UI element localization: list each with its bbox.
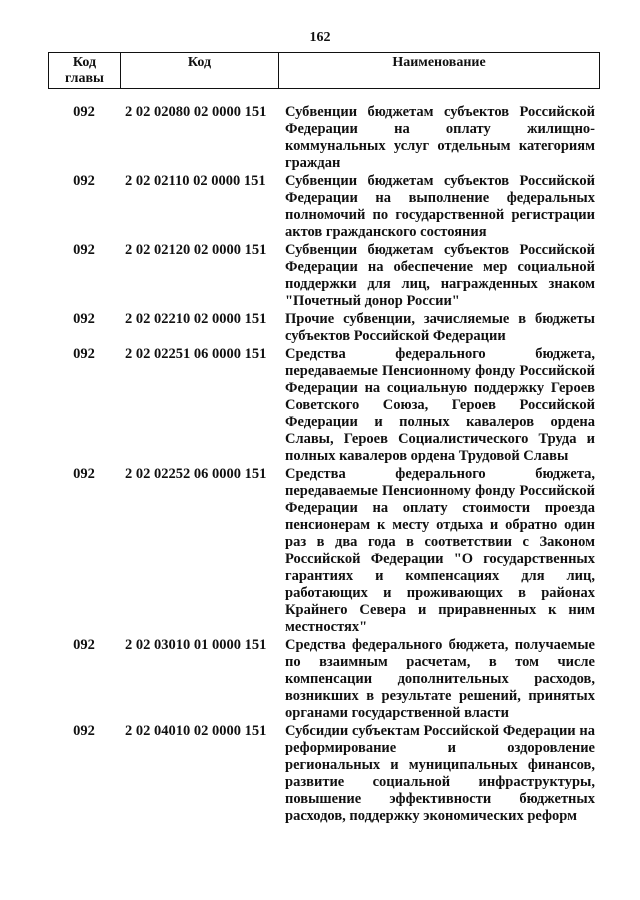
code-cell: 2 02 02252 06 0000 151 (125, 466, 267, 482)
page-number: 162 (309, 30, 331, 45)
table-row (48, 242, 608, 310)
chapter-code-cell: 092 (73, 723, 95, 739)
chapter-code-cell: 092 (73, 311, 95, 327)
code-cell: 2 02 02110 02 0000 151 (125, 173, 266, 189)
name-cell: Средства федерального бюджета, получаемые по взаимным расчетам, в том числе компенсации дополнительных расходов, возникших в результате решений, принятых органами государственной власти (285, 637, 595, 721)
table-body (48, 104, 608, 826)
header-chapter-code (49, 53, 121, 88)
name-cell: Субсидии субъектам Российской Федерации на реформирование и оздоровление региональных и муниципальных финансов, развитие социальной инфраструктуры, повышение эффективности бюджетных расходов, поддержку экономических реформ (285, 723, 595, 824)
header-code: Код (121, 53, 279, 88)
name-cell: Средства федерального бюджета, передаваемые Пенсионному фонду Российской Федерации на оплату стоимости проезда пенсионерам к месту отдыха и обратно один раз в два года в соответствии с Законом Российской Федерации "О государственных гарантиях и компенсациях для лиц, работающих и проживающих в районах Крайнего Севера и приравненных к ним местностях" (285, 466, 595, 635)
table-row (48, 173, 608, 241)
chapter-code-cell: 092 (73, 466, 95, 482)
code-cell: 2 02 02210 02 0000 151 (125, 311, 267, 327)
name-cell: Субвенции бюджетам субъектов Российской Федерации на оплату жилищно-коммунальных услуг отдельным категориям граждан (285, 104, 595, 171)
code-cell: 2 02 03010 01 0000 151 (125, 637, 267, 653)
table-header (48, 52, 600, 89)
code-cell: 2 02 04010 02 0000 151 (125, 723, 267, 739)
header-chapter-code-line2: главы (65, 71, 104, 86)
table-row (48, 104, 608, 172)
chapter-code-cell: 092 (73, 242, 95, 258)
chapter-code-cell: 092 (73, 346, 95, 362)
code-cell: 2 02 02251 06 0000 151 (125, 346, 267, 362)
header-name: Наименование (392, 55, 486, 70)
table-row (48, 311, 608, 345)
name-cell: Субвенции бюджетам субъектов Российской Федерации на выполнение федеральных полномочий по государственной регистрации актов гражданского состояния (285, 173, 595, 240)
chapter-code-cell: 092 (73, 637, 95, 653)
table-row (48, 637, 608, 722)
name-cell: Прочие субвенции, зачисляемые в бюджеты субъектов Российской Федерации (285, 311, 595, 344)
header-chapter-code-line1: Код (72, 55, 97, 70)
table-row (48, 723, 608, 825)
chapter-code-cell: 092 (73, 173, 95, 189)
table-row (48, 466, 608, 636)
name-cell: Субвенции бюджетам субъектов Российской Федерации на обеспечение мер социальной поддержки для лиц, награжденных знаком "Почетный донор России" (285, 242, 595, 309)
name-cell: Средства федерального бюджета, передаваемые Пенсионному фонду Российской Федерации на социальную поддержку Героев Советского Союза, Героев Российской Федерации и полных кавалеров ордена Славы, Героев Социалистического Труда и полных кавалеров ордена Трудовой Славы (285, 346, 595, 464)
code-cell: 2 02 02080 02 0000 151 (125, 104, 267, 120)
table-row (48, 346, 608, 465)
chapter-code-cell: 092 (73, 104, 95, 120)
code-cell: 2 02 02120 02 0000 151 (125, 242, 267, 258)
